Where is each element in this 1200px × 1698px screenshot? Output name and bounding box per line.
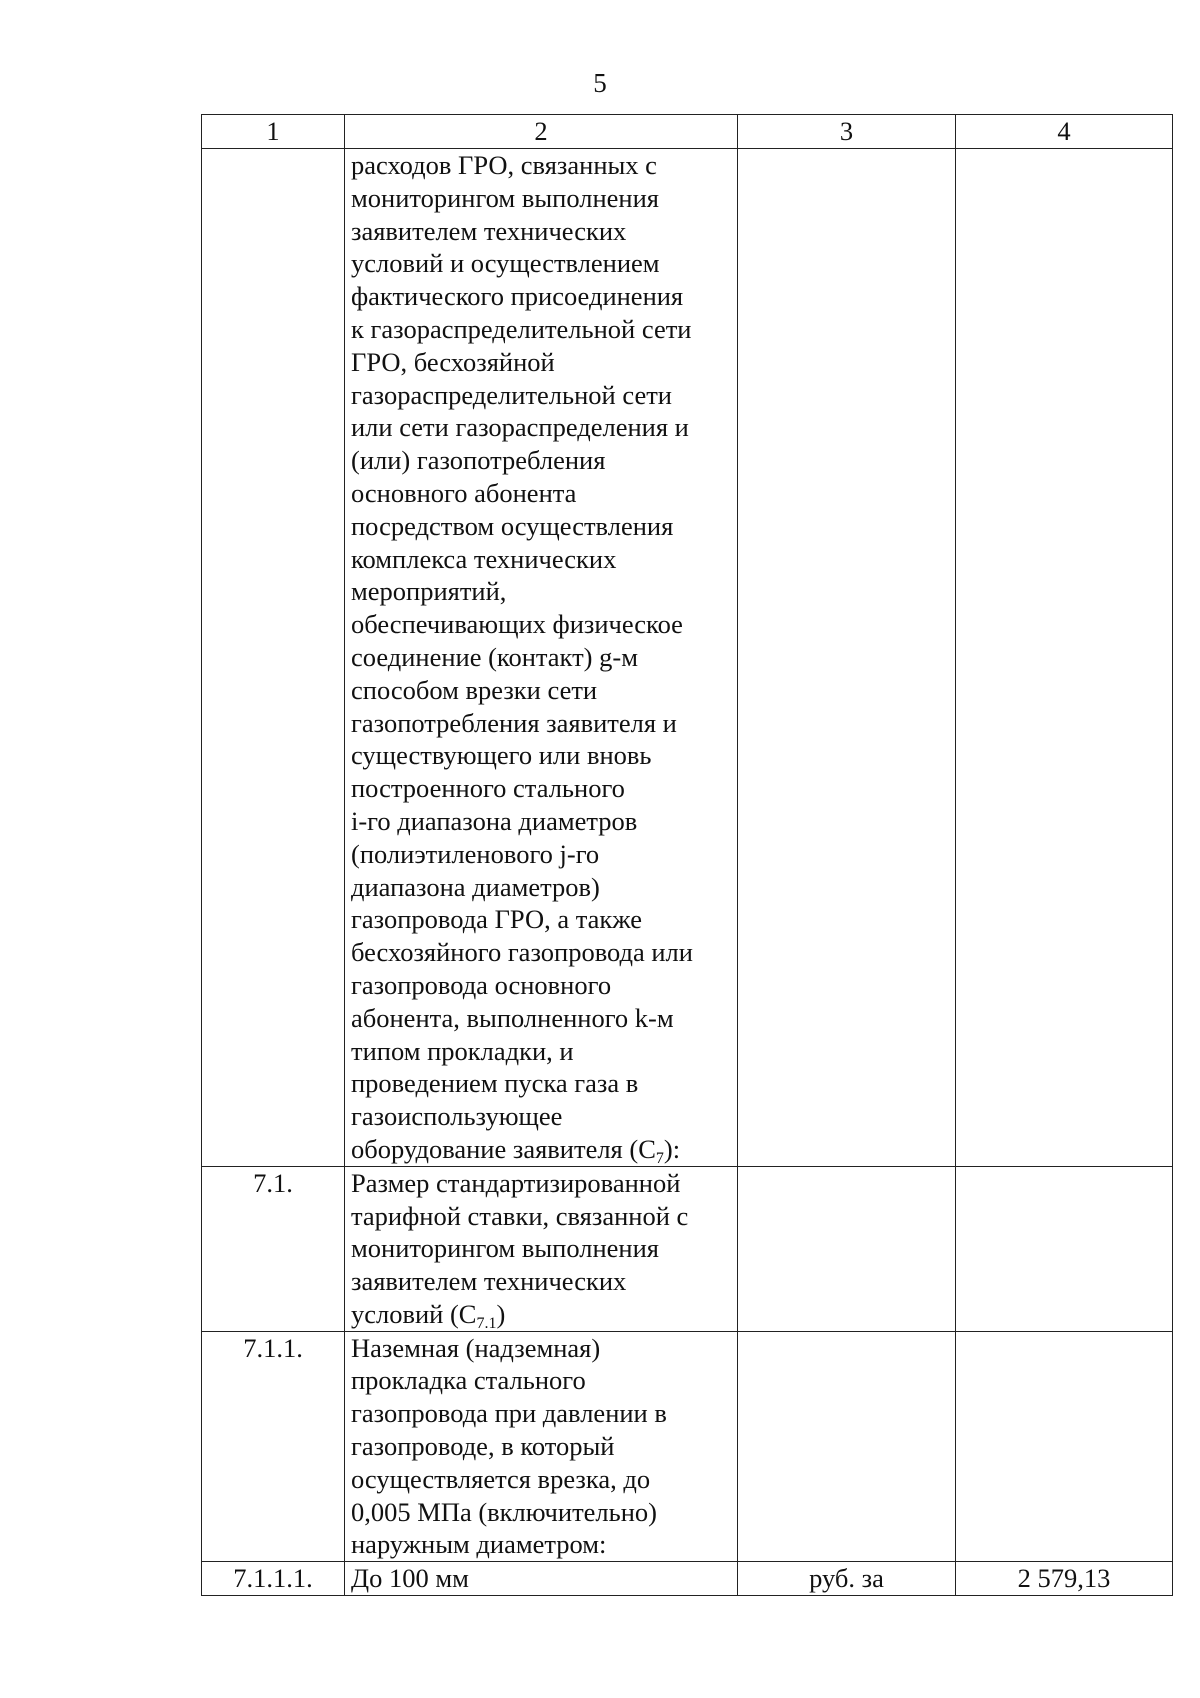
- description-line: к газораспределительной сети: [351, 313, 692, 344]
- row-number: [202, 149, 345, 1167]
- description-line: посредством осуществления: [351, 510, 674, 541]
- row-unit: [738, 1166, 956, 1331]
- description-line: [351, 1133, 731, 1166]
- header-col-2: 2: [345, 115, 738, 149]
- description-line: тарифной ставки, связанной с: [351, 1200, 689, 1231]
- row-description: [345, 1166, 738, 1331]
- row-description: [345, 149, 738, 1167]
- description-line: [351, 1298, 731, 1331]
- row-unit: [738, 149, 956, 1167]
- row-number: 7.1.: [202, 1166, 345, 1331]
- header-col-1: 1: [202, 115, 345, 149]
- description-line: ГРО, бесхозяйной: [351, 346, 555, 377]
- description-line: газопровода при давлении в: [351, 1398, 667, 1429]
- description-line: проведением пуска газа в: [351, 1068, 639, 1099]
- table-row: [202, 1562, 1173, 1596]
- description-line: осуществляется врезка, до: [351, 1463, 651, 1494]
- description-text: ):: [663, 1133, 681, 1164]
- description-line: способом врезки сети: [351, 674, 598, 705]
- description-line: газопровода основного: [351, 969, 612, 1000]
- description-line: прокладка стального: [351, 1365, 586, 1396]
- page-number: 5: [593, 68, 607, 98]
- table-row: [202, 149, 1173, 1167]
- table-row: [202, 1166, 1173, 1331]
- row-value: [956, 149, 1173, 1167]
- row-description: [345, 1331, 738, 1562]
- description-line: (полиэтиленового j-го: [351, 838, 600, 869]
- description-line: диапазона диаметров): [351, 871, 600, 902]
- description-line: абонента, выполненного k-м: [351, 1002, 674, 1033]
- row-unit: руб. за: [738, 1562, 956, 1596]
- description-line: i-го диапазона диаметров: [351, 805, 638, 836]
- description-line: газопотребления заявителя и: [351, 707, 677, 738]
- row-number: 7.1.1.1.: [202, 1562, 345, 1596]
- description-line: Наземная (надземная): [351, 1332, 601, 1363]
- description-line: или сети газораспределения и: [351, 412, 689, 443]
- header-col-3: 3: [738, 115, 956, 149]
- header-row: [202, 115, 1173, 149]
- subscript-index: 7: [655, 1149, 664, 1167]
- description-line: расходов ГРО, связанных с: [351, 150, 657, 180]
- description-line: заявителем технических: [351, 1266, 627, 1297]
- description-text: ): [496, 1298, 506, 1329]
- description-line: мониторингом выполнения: [351, 182, 659, 213]
- header-col-4: 4: [956, 115, 1173, 149]
- description-line: бесхозяйного газопровода или: [351, 937, 693, 968]
- description-line: фактического присоединения: [351, 281, 684, 312]
- description-line: мониторингом выполнения: [351, 1233, 659, 1264]
- description-line: условий и осуществлением: [351, 248, 660, 279]
- description-line: основного абонента: [351, 477, 577, 508]
- row-unit: [738, 1331, 956, 1562]
- description-text: оборудование заявителя (С: [351, 1133, 656, 1164]
- description-line: газораспределительной сети: [351, 379, 672, 410]
- description-line: газопроводе, в который: [351, 1431, 615, 1462]
- description-line: газоиспользующее: [351, 1101, 563, 1132]
- description-line: типом прокладки, и: [351, 1035, 574, 1066]
- row-number: 7.1.1.: [202, 1331, 345, 1562]
- table-row: [202, 1331, 1173, 1562]
- description-line: наружным диаметром:: [351, 1529, 607, 1560]
- row-value: [956, 1166, 1173, 1331]
- description-line: заявителем технических: [351, 215, 627, 246]
- description-line: соединение (контакт) g-м: [351, 641, 638, 672]
- description-line: Размер стандартизированной: [351, 1167, 681, 1198]
- description-line: мероприятий,: [351, 576, 507, 607]
- description-line: существующего или вновь: [351, 740, 652, 771]
- description-line: обеспечивающих физическое: [351, 609, 683, 640]
- description-line: комплекса технических: [351, 543, 617, 574]
- description-line: газопровода ГРО, а также: [351, 904, 642, 935]
- row-value: 2 579,13: [956, 1562, 1173, 1596]
- tariff-table: [201, 114, 1173, 1596]
- description-line: (или) газопотребления: [351, 445, 606, 476]
- row-description: [345, 1562, 738, 1596]
- description-line: 0,005 МПа (включительно): [351, 1496, 657, 1527]
- description-line: построенного стального: [351, 773, 625, 804]
- description-line: До 100 мм: [351, 1563, 469, 1594]
- row-value: [956, 1331, 1173, 1562]
- description-text: условий (С: [351, 1298, 477, 1329]
- subscript-index: 7.1: [476, 1314, 497, 1332]
